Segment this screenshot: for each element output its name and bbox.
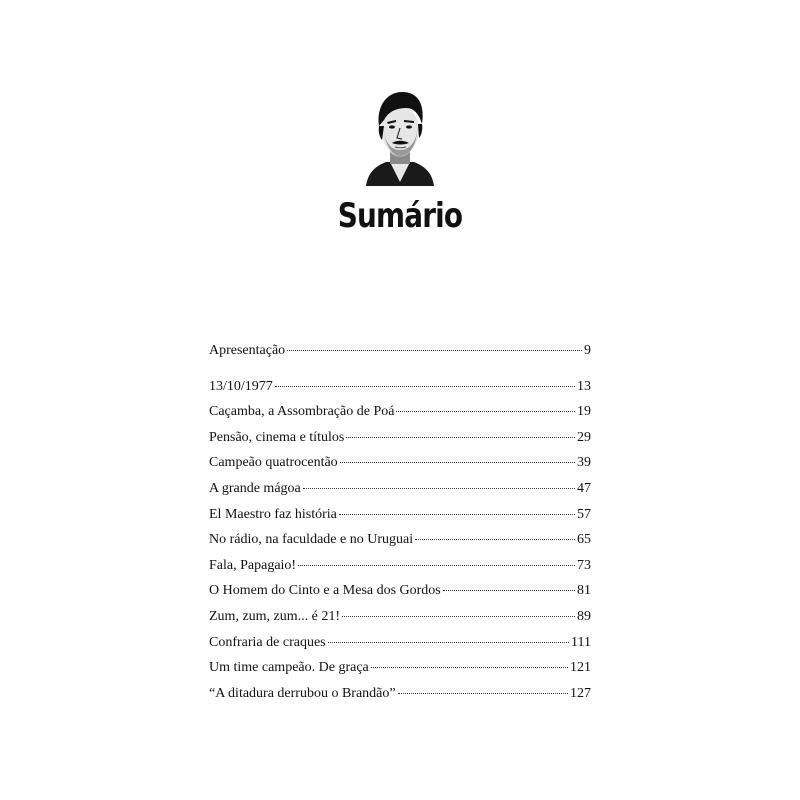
portrait-illustration — [362, 86, 438, 186]
toc-entry-page: 19 — [577, 404, 591, 420]
toc-entry-page: 111 — [571, 634, 591, 650]
page-title: Sumário — [337, 196, 463, 236]
toc-entry — [209, 425, 591, 451]
toc-dot-leader — [443, 590, 575, 591]
toc-dot-leader — [287, 350, 582, 351]
toc-entry-page: 47 — [577, 480, 591, 496]
toc-entry-title: O Homem do Cinto e a Mesa dos Gordos — [209, 583, 441, 599]
toc-entry — [209, 630, 591, 656]
toc-dot-leader — [342, 616, 575, 617]
toc-dot-leader — [346, 437, 575, 438]
toc-entry-title: Pensão, cinema e títulos — [209, 429, 345, 445]
toc-dot-leader — [371, 667, 568, 668]
toc-dot-leader — [298, 565, 575, 566]
toc-entry-page: 89 — [577, 608, 591, 624]
toc-entry-title: Um time campeão. De graça — [209, 660, 369, 676]
toc-entry-title: “A ditadura derrubou o Brandão” — [209, 685, 396, 701]
toc-entry-page: 57 — [577, 506, 591, 522]
toc-entry — [209, 374, 591, 400]
toc-entry — [209, 655, 591, 681]
table-of-contents — [209, 338, 591, 706]
toc-entry-page: 9 — [584, 343, 591, 358]
toc-entry-title: Campeão quatrocentão — [209, 455, 338, 471]
toc-entry-page: 73 — [577, 557, 591, 573]
toc-dot-leader — [398, 693, 568, 694]
toc-entry-page: 29 — [577, 429, 591, 445]
toc-entry-page: 13 — [577, 378, 591, 394]
toc-entry — [209, 476, 591, 502]
toc-entry — [209, 553, 591, 579]
toc-entry-title: El Maestro faz história — [209, 506, 337, 522]
toc-entry-title: Apresentação — [209, 343, 286, 358]
toc-entry-page: 81 — [577, 583, 591, 599]
toc-entry — [209, 578, 591, 604]
toc-dot-leader — [340, 462, 575, 463]
toc-entry — [209, 450, 591, 476]
toc-entry — [209, 604, 591, 630]
toc-entry-title: 13/10/1977 — [209, 378, 273, 394]
toc-entry-title: No rádio, na faculdade e no Uruguai — [209, 532, 414, 548]
toc-dot-leader — [303, 488, 575, 489]
toc-entry — [209, 502, 591, 528]
toc-entry-page: 121 — [570, 660, 591, 676]
toc-entry-title: A grande mágoa — [209, 480, 301, 496]
toc-entry-title: Fala, Papagaio! — [209, 557, 297, 573]
toc-entry-page: 65 — [577, 532, 591, 548]
toc-entry-page: 39 — [577, 455, 591, 471]
toc-entry — [209, 399, 591, 425]
toc-entry-title: Caçamba, a Assombração de Poá — [209, 404, 395, 420]
toc-dot-leader — [415, 539, 575, 540]
toc-entry-title: Confraria de craques — [209, 634, 326, 650]
toc-dot-leader — [275, 386, 575, 387]
toc-entry — [209, 681, 591, 707]
toc-dot-leader — [396, 411, 575, 412]
toc-dot-leader — [328, 642, 569, 643]
toc-entry-page: 127 — [570, 685, 591, 701]
toc-entry-title: Zum, zum, zum... é 21! — [209, 608, 341, 624]
toc-entry — [209, 338, 591, 364]
toc-entry — [209, 527, 591, 553]
toc-dot-leader — [339, 514, 575, 515]
